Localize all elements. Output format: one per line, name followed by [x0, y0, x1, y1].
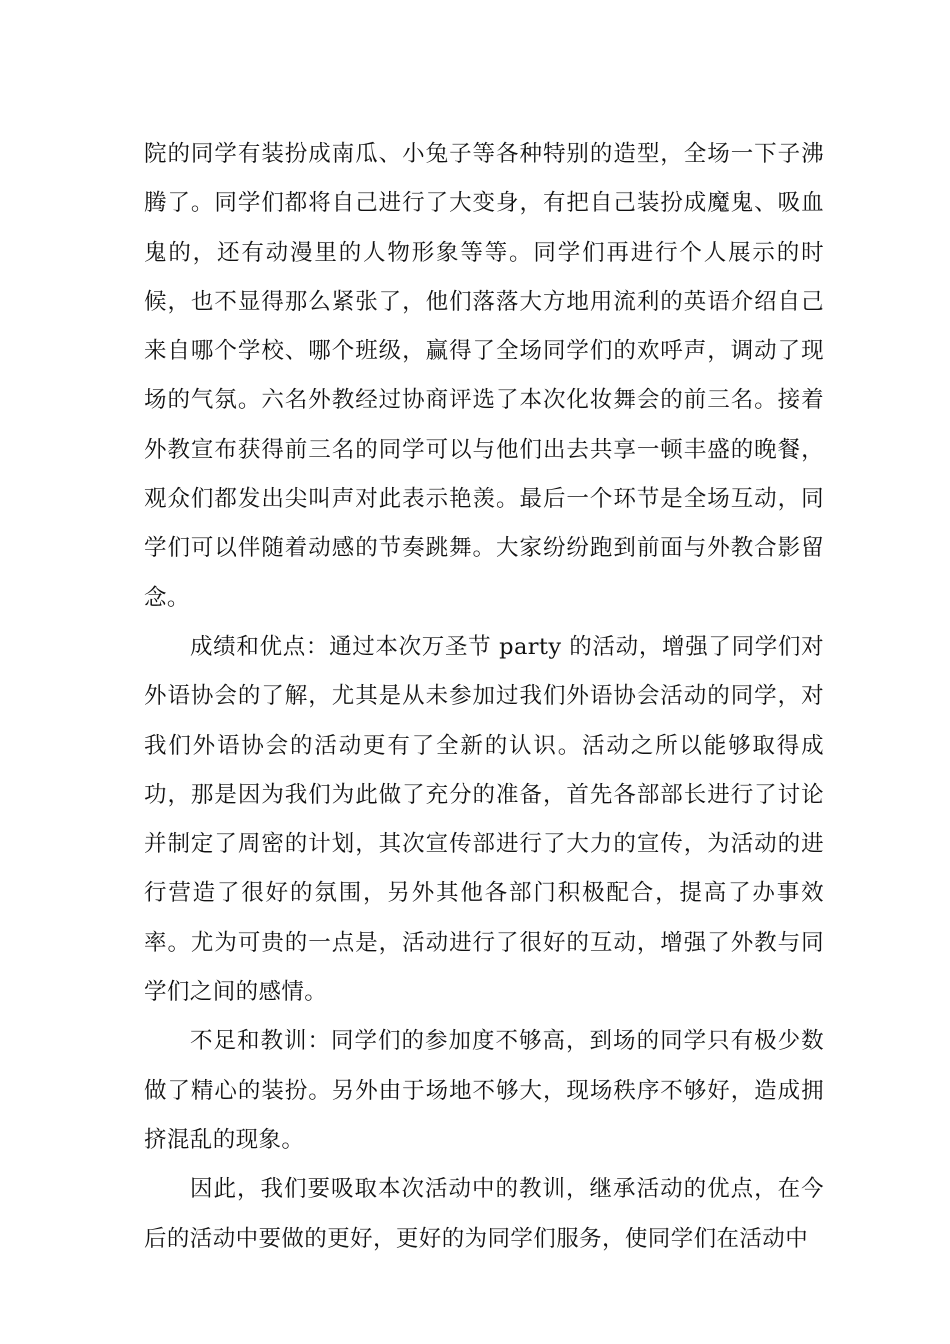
paragraph-shortcomings: 不足和教训：同学们的参加度不够高，到场的同学只有极少数做了精心的装扮。另外由于场地不够大，现场秩序不够好，造成拥挤混乱的现象。	[144, 1028, 824, 1153]
document-body	[144, 130, 824, 1264]
paragraph-conclusion: 因此，我们要吸取本次活动中的教训，继承活动的优点，在今后的活动中要做的更好，更好的为同学们服务，使同学们在活动中	[144, 1176, 824, 1252]
paragraph-achievements: 成绩和优点：通过本次万圣节 party 的活动，增强了同学们对外语协会的了解，尤其是从未参加过我们外语协会活动的同学，对我们外语协会的活动更有了全新的认识。活动之所以能够取得成功，那是因为我们为此做了充分的准备，首先各部部长进行了讨论并制定了周密的计划，其次宣传部进行了大力的宣传，为活动的进行营造了很好的氛围，另外其他各部门积极配合，提高了办事效率。尤为可贵的一点是，活动进行了很好的互动，增强了外教与同学们之间的感情。	[144, 633, 824, 1006]
paragraph-activity-description: 院的同学有装扮成南瓜、小兔子等各种特别的造型，全场一下子沸腾了。同学们都将自己进行了大变身，有把自己装扮成魔鬼、吸血鬼的，还有动漫里的人物形象等等。同学们再进行个人展示的时候，也不显得那么紧张了，他们落落大方地用流利的英语介绍自己来自哪个学校、哪个班级，赢得了全场同学们的欢呼声，调动了现场的气氛。六名外教经过协商评选了本次化妆舞会的前三名。接着外教宣布获得前三名的同学可以与他们出去共享一顿丰盛的晚餐，观众们都发出尖叫声对此表示艳羡。最后一个环节是全场互动，同学们可以伴随着动感的节奏跳舞。大家纷纷跑到前面与外教合影留念。	[144, 141, 824, 611]
